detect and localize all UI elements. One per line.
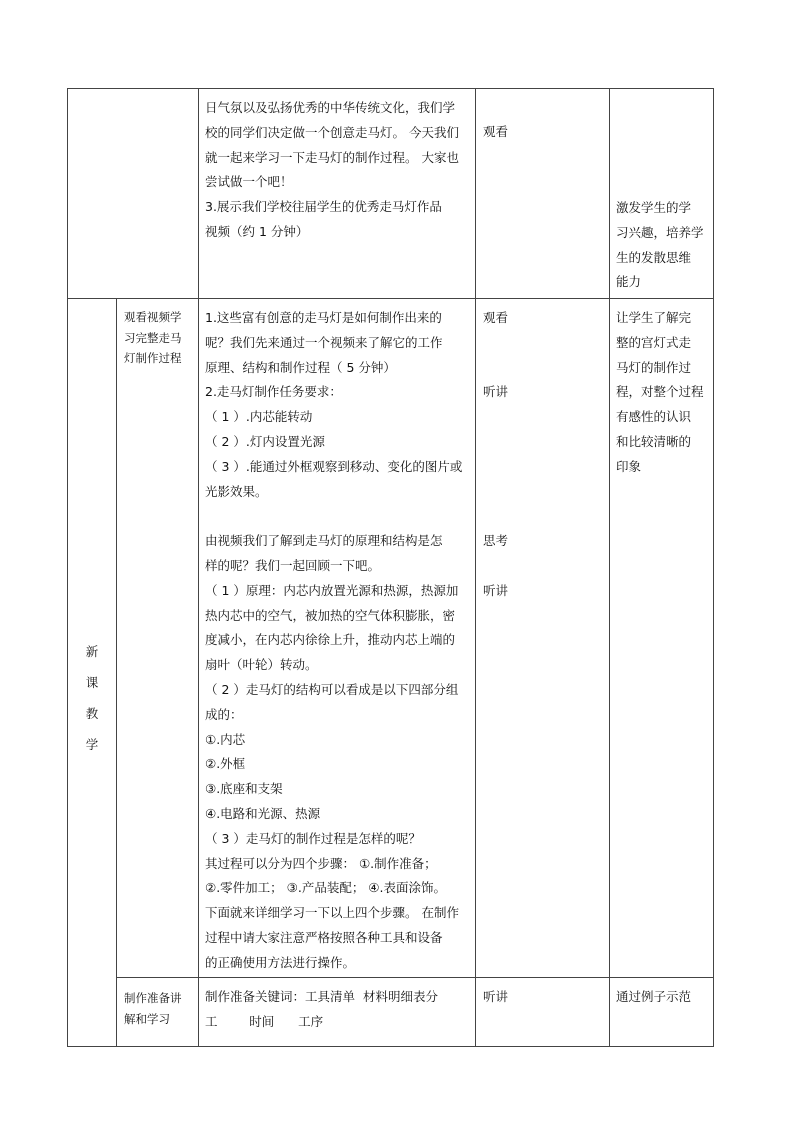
text-line: 听讲	[483, 384, 509, 400]
design-intent-cell	[610, 978, 714, 1047]
step-cell	[117, 978, 199, 1047]
text-line: （ 3 ）.能通过外框观察到移动、变化的图片或	[205, 458, 463, 474]
teacher-activity-cell	[199, 89, 476, 299]
text-line: ①.内芯	[205, 731, 246, 747]
text-line: （ 1 ）.内芯能转动	[205, 409, 313, 425]
text-line: 思考	[483, 533, 509, 549]
section-char: 新	[85, 643, 99, 659]
section-char: 学	[85, 736, 99, 752]
student-activity-cell	[476, 299, 610, 978]
text-line: （ 1 ）原理：内芯内放置光源和热源，热源加	[205, 582, 459, 598]
table-row	[68, 89, 714, 299]
text-line: 能力	[616, 274, 642, 290]
text-line: 生的发散思维	[616, 249, 692, 265]
text-line: 就一起来学习一下走马灯的制作过程。 大家也	[205, 149, 459, 165]
text-line: 扇叶（叶轮）转动。	[205, 657, 318, 673]
step-cell	[117, 299, 199, 978]
blank-line	[483, 430, 609, 455]
section-cell	[68, 299, 117, 1047]
student-activity-text: 听讲	[483, 989, 509, 1004]
text-line: 热内芯中的空气，被加热的空气体积膨胀，密	[205, 607, 456, 623]
text-line: 听讲	[483, 582, 509, 598]
text-line: （ 3 ）走马灯的制作过程是怎样的呢？	[205, 830, 421, 846]
text-line: 过程中请大家注意严格按照各种工具和设备	[205, 929, 443, 945]
text-line: 解和学习	[124, 1011, 170, 1026]
text-line: 制作准备关键词：工具清单 材料明细表分	[205, 989, 438, 1004]
blank-line	[483, 554, 609, 579]
text-line: 观看视频学	[124, 310, 182, 324]
design-intent-cell	[610, 89, 714, 299]
blank-line	[483, 455, 609, 480]
blank-line	[483, 405, 609, 430]
text-line: 印象	[616, 458, 642, 474]
text-line: ②.零件加工； ③.产品装配； ④.表面涂饰。	[205, 880, 446, 896]
text-line: 马灯的制作过	[616, 359, 692, 375]
text-line: 2.走马灯制作任务要求：	[205, 384, 342, 400]
lesson-plan-table	[67, 88, 714, 1047]
text-line: ④.电路和光源、热源	[205, 805, 321, 821]
text-line: 让学生了解完	[616, 310, 692, 325]
text-line: 其过程可以分为四个步骤： ①.制作准备；	[205, 855, 437, 871]
text-line: 日气氛以及弘扬优秀的中华传统文化，我们学	[205, 100, 456, 115]
section-char: 课	[85, 674, 99, 690]
student-activity-cell	[476, 89, 610, 299]
text-line: 灯制作过程	[124, 351, 182, 365]
text-line: 样的呢？我们一起回顾一下吧。	[205, 557, 381, 573]
design-intent-cell	[610, 299, 714, 978]
text-line: 原理、结构和制作过程（ 5 分钟）	[205, 359, 396, 375]
blank-line	[483, 356, 609, 381]
text-line: （ 2 ）.灯内设置光源	[205, 433, 325, 449]
blank-line	[483, 480, 609, 505]
text-line: 光影效果。	[205, 483, 268, 499]
text-line: ②.外框	[205, 756, 246, 772]
text-line: 成的：	[205, 706, 243, 722]
text-line: 习完整走马	[124, 330, 182, 345]
text-line: 习兴趣，培养学	[616, 224, 704, 240]
text-line: 1.这些富有创意的走马灯是如何制作出来的	[205, 310, 442, 325]
text-line: （ 2 ）走马灯的结构可以看成是以下四部分组	[205, 681, 459, 697]
text-line: 校的同学们决定做一个创意走马灯。 今天我们	[205, 124, 459, 140]
text-line: 呢？我们先来通过一个视频来了解它的工作	[205, 334, 443, 350]
student-activity-text: 观看	[483, 124, 509, 139]
text-line: 整的宫灯式走	[616, 334, 692, 350]
section-char: 教	[85, 705, 99, 721]
text-line: 观看	[483, 310, 509, 325]
design-intent-text: 通过例子示范	[616, 989, 692, 1004]
teacher-activity-cell	[199, 299, 476, 978]
text-line: 工 时间 工序	[205, 1013, 324, 1029]
blank-line	[205, 504, 475, 529]
text-line: 度减小，在内芯内徐徐上升，推动内芯上端的	[205, 632, 456, 648]
text-line: 由视频我们了解到走马灯的原理和结构是怎	[205, 533, 443, 549]
text-line: 和比较清晰的	[616, 433, 692, 449]
blank-line	[483, 331, 609, 356]
empty-cell	[68, 89, 199, 299]
text-line: 激发学生的学	[616, 200, 692, 215]
text-line: 的正确使用方法进行操作。	[205, 954, 356, 970]
blank-line	[483, 504, 609, 529]
text-line: 有感性的认识	[616, 409, 692, 425]
text-line: 程，对整个过程	[616, 384, 704, 400]
table-row	[68, 299, 714, 978]
text-line: 视频（约 1 分钟）	[205, 223, 309, 239]
student-activity-cell	[476, 978, 610, 1047]
teacher-activity-cell	[199, 978, 476, 1047]
text-line: 尝试做一个吧！	[205, 174, 293, 190]
text-line: 下面就来详细学习一下以上四个步骤。 在制作	[205, 905, 459, 921]
text-line: ③.底座和支架	[205, 781, 283, 797]
text-line: 3.展示我们学校往届学生的优秀走马灯作品	[205, 199, 442, 215]
text-line: 制作准备讲	[124, 991, 182, 1005]
table-row	[68, 978, 714, 1047]
